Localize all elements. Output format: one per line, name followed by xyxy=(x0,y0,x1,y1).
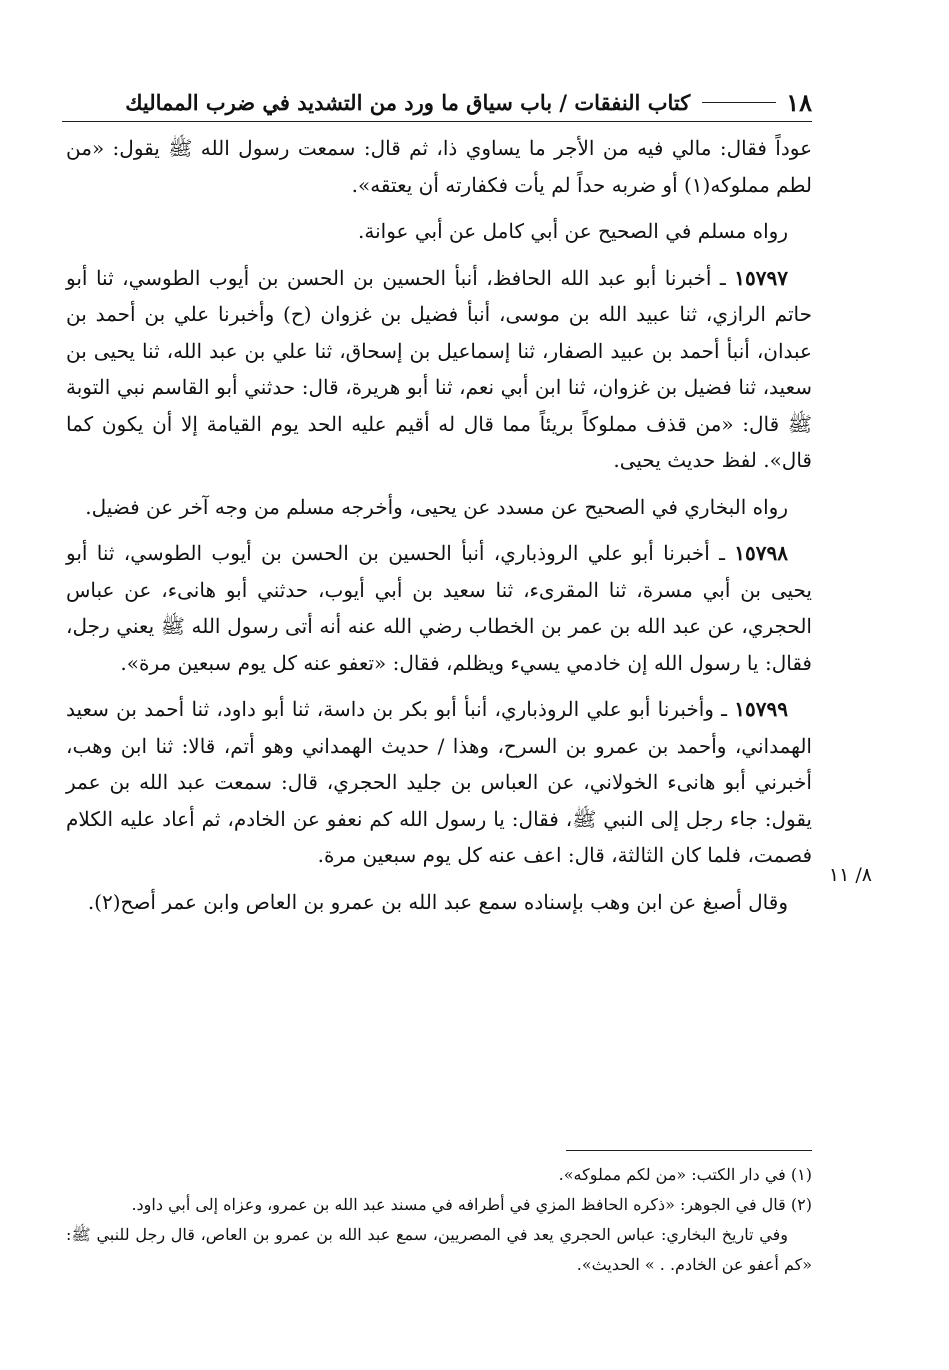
footnote-separator xyxy=(566,1150,812,1151)
page-header xyxy=(62,82,812,122)
footnote-1: (١) في دار الكتب: «من لكم مملوكه». xyxy=(558,1165,812,1184)
paragraph-continuation: عوداً فقال: مالي فيه من الأجر ما يساوي ذا، ثم قال: سمعت رسول الله ﷺ يقول: «من لطم مملوكه(١) أو ضربه حداً لم يأت فكفارته أن يعتقه». xyxy=(66,136,812,197)
header-dash-rule xyxy=(702,102,776,103)
hadith-number: ١٥٧٩٨ xyxy=(734,541,788,565)
header-underline xyxy=(62,121,812,122)
running-title: كتاب النفقات / باب سياق ما ورد من التشديد في ضرب المماليك xyxy=(125,89,691,115)
footnote-2: (٢) قال في الجوهر: «ذكره الحافظ المزي في أطرافه في مسند عبد الله بن عمرو، وعزاه إلى أبي داود. xyxy=(131,1195,812,1214)
paragraph-narration-note: رواه مسلم في الصحيح عن أبي كامل عن أبي عوانة. xyxy=(358,219,788,243)
hadith-text: ـ أخبرنا أبو علي الروذباري، أنبأ الحسين بن الحسن بن أيوب الطوسي، ثنا أبو يحيى بن أبي مسرة، ثنا المقرىء، ثنا سعيد بن أبي أيوب، حدثني أبو هانىء، عن عباس الحجري، عن عبد الله بن عمر بن الخطاب رضي الله عنه أنه أتى رسول الله ﷺ يعني رجل، فقال: يا رسول الله إن خادمي يسيء ويظلم، فقال: «تعفو عنه كل يوم سبعين مرة». xyxy=(66,541,812,675)
hadith-text: ـ أخبرنا أبو عبد الله الحافظ، أنبأ الحسين بن الحسن بن أيوب الطوسي، ثنا أبو حاتم الرازي، ثنا عبيد الله بن موسى، أنبأ فضيل بن غزوان (ح) وأخبرنا علي بن أحمد بن عبدان، أنبأ أحمد بن عبيد الصفار، ثنا إسماعيل بن إسحاق، ثنا علي بن عبد الله، ثنا يحيى بن سعيد، ثنا فضيل بن غزوان، ثنا ابن أبي نعم، ثنا أبو هريرة، قال: حدثني أبو القاسم نبي التوبة ﷺ قال: «من قذف مملوكاً بريئاً مما قال له أقيم عليه الحد يوم القيامة إلا أن يكون كما قال». لفظ حديث يحيى. xyxy=(66,265,812,472)
hadith-number: ١٥٧٩٧ xyxy=(734,265,788,290)
hadith-15798 xyxy=(66,535,812,681)
main-text xyxy=(66,130,812,930)
footnotes xyxy=(66,1160,812,1280)
paragraph-narration-note: رواه البخاري في الصحيح عن مسدد عن يحيى، وأخرجه مسلم من وجه آخر عن فضيل. xyxy=(85,494,788,519)
paragraph-closing-note: وقال أصبغ عن ابن وهب بإسناده سمع عبد الله بن عمرو بن العاص وابن عمر أصح(٢). xyxy=(87,889,788,914)
hadith-text: ـ وأخبرنا أبو علي الروذباري، أنبأ أبو بكر بن داسة، ثنا أبو داود، ثنا أحمد بن سعيد الهمداني، وأحمد بن عمرو بن السرح، وهذا / حديث الهمداني وهو أتم، قالا: ثنا ابن وهب، أخبرني أبو هانىء الخولاني، عن العباس بن جليد الحجري، قال: سمعت عبد الله بن عمر يقول: جاء رجل إلى النبي ﷺ، فقال: يا رسول الله كم نعفو عن الخادم، ثم أعاد عليه الكلام فصمت، فلما كان الثالثة، قال: اعف عنه كل يوم سبعين مرة. xyxy=(66,697,812,867)
page-number: ١٨ xyxy=(786,87,812,117)
hadith-15797 xyxy=(66,260,812,479)
hadith-15799 xyxy=(66,691,812,874)
margin-volume-page-note: ٨/ ١١ xyxy=(828,864,872,886)
hadith-number: ١٥٧٩٩ xyxy=(734,697,789,721)
footnote-2-continuation: وفي تاريخ البخاري: عباس الحجري يعد في المصريين، سمع عبد الله بن عمرو بن العاص، قال رجل للنبي ﷺ: «كم أعفو عن الخادم. . » الحديث». xyxy=(66,1225,812,1274)
